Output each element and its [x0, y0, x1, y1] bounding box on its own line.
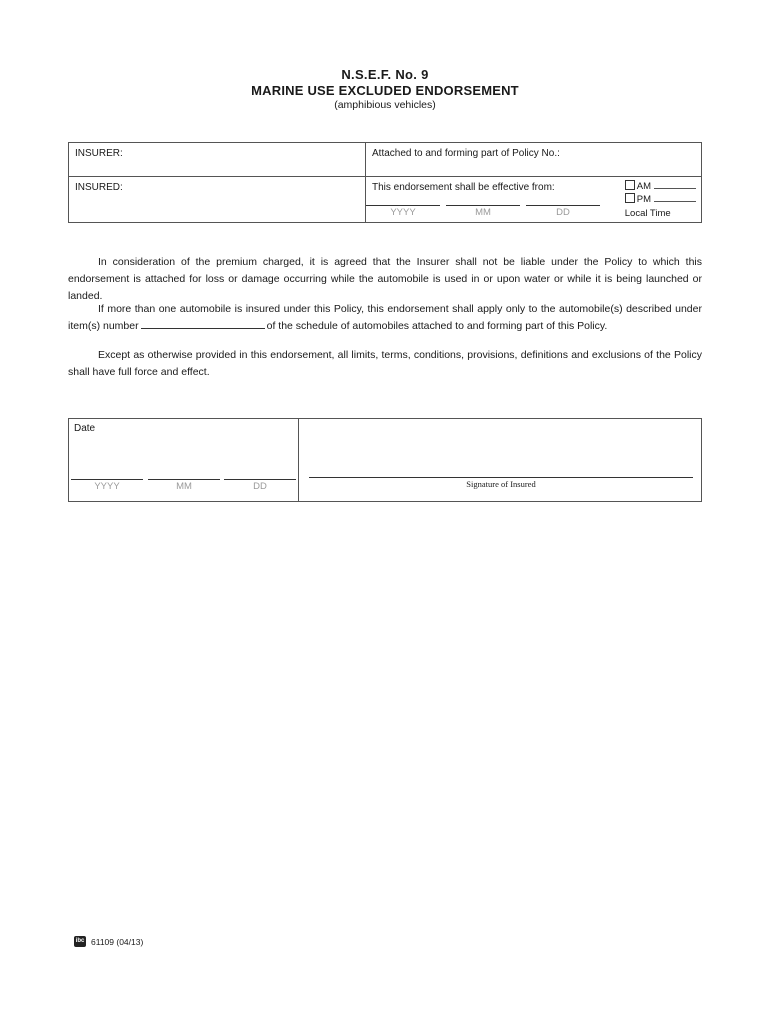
pm-checkbox[interactable]	[625, 193, 635, 203]
date-cell	[69, 419, 299, 501]
effective-day-label: DD	[556, 207, 570, 218]
paragraph-2-text-end: of the schedule of automobiles attached to and forming part of this Policy.	[266, 320, 608, 332]
policy-number-label: Attached to and forming part of Policy No.:	[372, 148, 560, 159]
insured-label: INSURED:	[75, 182, 123, 193]
am-label: AM	[636, 181, 651, 192]
effective-year-label: YYYY	[390, 207, 416, 218]
sign-year-label: YYYY	[94, 481, 120, 492]
effective-year-input[interactable]	[366, 205, 440, 206]
sign-year-input[interactable]	[71, 479, 143, 480]
policy-number-field[interactable]	[366, 143, 702, 177]
time-selector	[625, 180, 696, 220]
effective-date-cell	[366, 177, 702, 223]
effective-month-input[interactable]	[446, 205, 520, 206]
signature-label: Signature of Insured	[466, 479, 536, 489]
sign-month-input[interactable]	[148, 479, 220, 480]
insurer-field[interactable]	[69, 143, 366, 177]
item-number-input[interactable]	[141, 318, 265, 329]
form-code: 61109 (04/13)	[91, 936, 144, 947]
info-table	[68, 142, 702, 223]
signature-line[interactable]	[309, 477, 693, 478]
pm-time-input[interactable]	[654, 201, 696, 202]
paragraph-1-text: In consideration of the premium charged, it is agreed that the Insurer shall not be liable under the Policy to which this endorsement is attached for loss or damage occurring while the automobile is used in or upon water or while it is being launched or landed.	[68, 256, 702, 302]
paragraph-2	[68, 301, 702, 335]
insured-field[interactable]	[69, 177, 366, 223]
form-number: N.S.E.F. No. 9	[341, 67, 429, 82]
paragraph-2-text-start: If more than one automobile is insured under this Policy, this endorsement shall apply only to the automobile(s) described under item(s) number	[68, 303, 702, 332]
form-title: MARINE USE EXCLUDED ENDORSEMENT	[251, 83, 519, 98]
paragraph-1	[68, 254, 702, 305]
sign-day-label: DD	[253, 481, 267, 492]
form-subtitle: (amphibious vehicles)	[334, 99, 436, 111]
paragraph-3-text: Except as otherwise provided in this endorsement, all limits, terms, conditions, provisions, definitions and exclusions of the Policy shall have full force and effect.	[68, 349, 702, 378]
paragraph-3	[68, 347, 702, 381]
date-label: Date	[74, 423, 96, 434]
am-time-input[interactable]	[654, 188, 696, 189]
ibc-logo: ibc	[74, 936, 86, 947]
am-checkbox[interactable]	[625, 180, 635, 190]
effective-label: This endorsement shall be effective from:	[372, 182, 555, 193]
sign-day-input[interactable]	[224, 479, 296, 480]
footer	[74, 936, 143, 947]
effective-day-input[interactable]	[526, 205, 600, 206]
sign-month-label: MM	[176, 481, 192, 492]
effective-month-label: MM	[475, 207, 491, 218]
effective-date-blanks	[366, 199, 606, 219]
pm-label: PM	[636, 194, 651, 205]
local-time-label: Local Time	[624, 208, 671, 219]
signature-box	[68, 418, 702, 502]
signature-date-blanks	[71, 473, 297, 493]
insurer-label: INSURER:	[75, 148, 123, 159]
